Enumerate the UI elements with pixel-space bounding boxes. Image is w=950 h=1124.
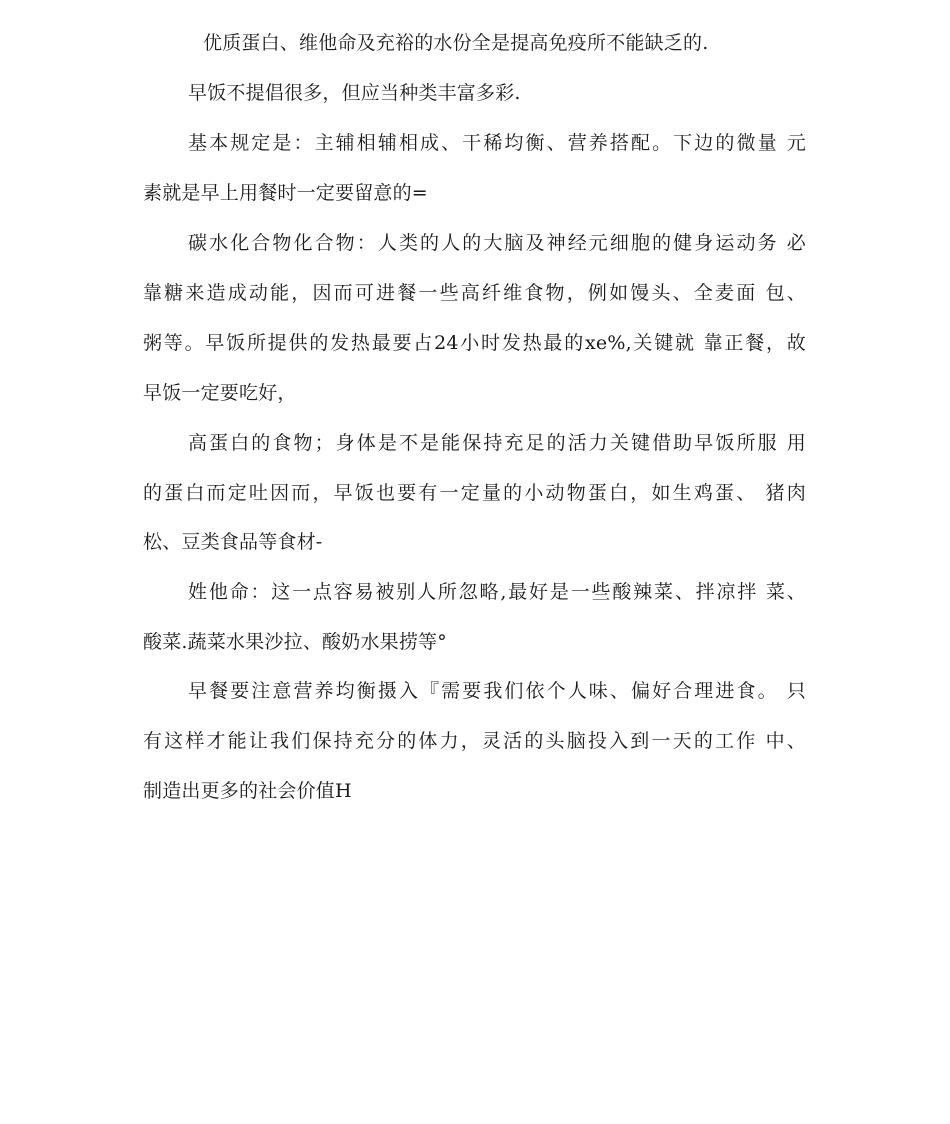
text-line: 早饭不提倡很多，但应当种类丰富多彩. — [188, 82, 521, 104]
text-line: 粥等。早饭所提供的发热最要占24小时发热最的xe%,关键就 靠正餐，故 — [143, 332, 806, 354]
text-line: 碳水化合物化合物：人类的人的大脑及神经元细胞的健身运动务 必 — [188, 232, 806, 254]
text-line: 松、豆类食品等食材- — [143, 531, 323, 553]
text-line: 姓他命：这一点容易被别人所忽略,最好是一些酸辣菜、拌凉拌 菜、 — [188, 581, 806, 603]
text-line: 早餐要注意营养均衡摄入『需要我们依个人味、偏好合理进食。 只 — [188, 680, 806, 702]
text-line: 基本规定是：主辅相辅相成、干稀均衡、营养搭配。下边的微量 元 — [188, 132, 806, 154]
text-line: 素就是早上用餐时一定要留意的= — [143, 182, 428, 204]
text-line: 制造出更多的社会价值H — [143, 780, 352, 802]
text-line: 靠糖来造成动能，因而可进餐一些高纤维食物，例如馒头、全麦面 包、 — [143, 282, 806, 304]
text-line: 的蛋白而定吐因而，早饭也要有一定量的小动物蛋白，如生鸡蛋、 猪肉 — [143, 482, 806, 504]
text-line: 高蛋白的食物；身体是不是能保持充足的活力关键借助早饭所服 用 — [188, 432, 806, 454]
text-line: 有这样才能让我们保持充分的体力，灵活的头脑投入到一天的工作 中、 — [143, 730, 806, 752]
text-line: 优质蛋白、维他命及充裕的水份全是提高免疫所不能缺乏的. — [203, 32, 709, 54]
text-line: 酸菜.蔬菜水果沙拉、酸奶水果捞等° — [143, 631, 447, 653]
text-line: 早饭一定要吃好， — [143, 382, 297, 404]
